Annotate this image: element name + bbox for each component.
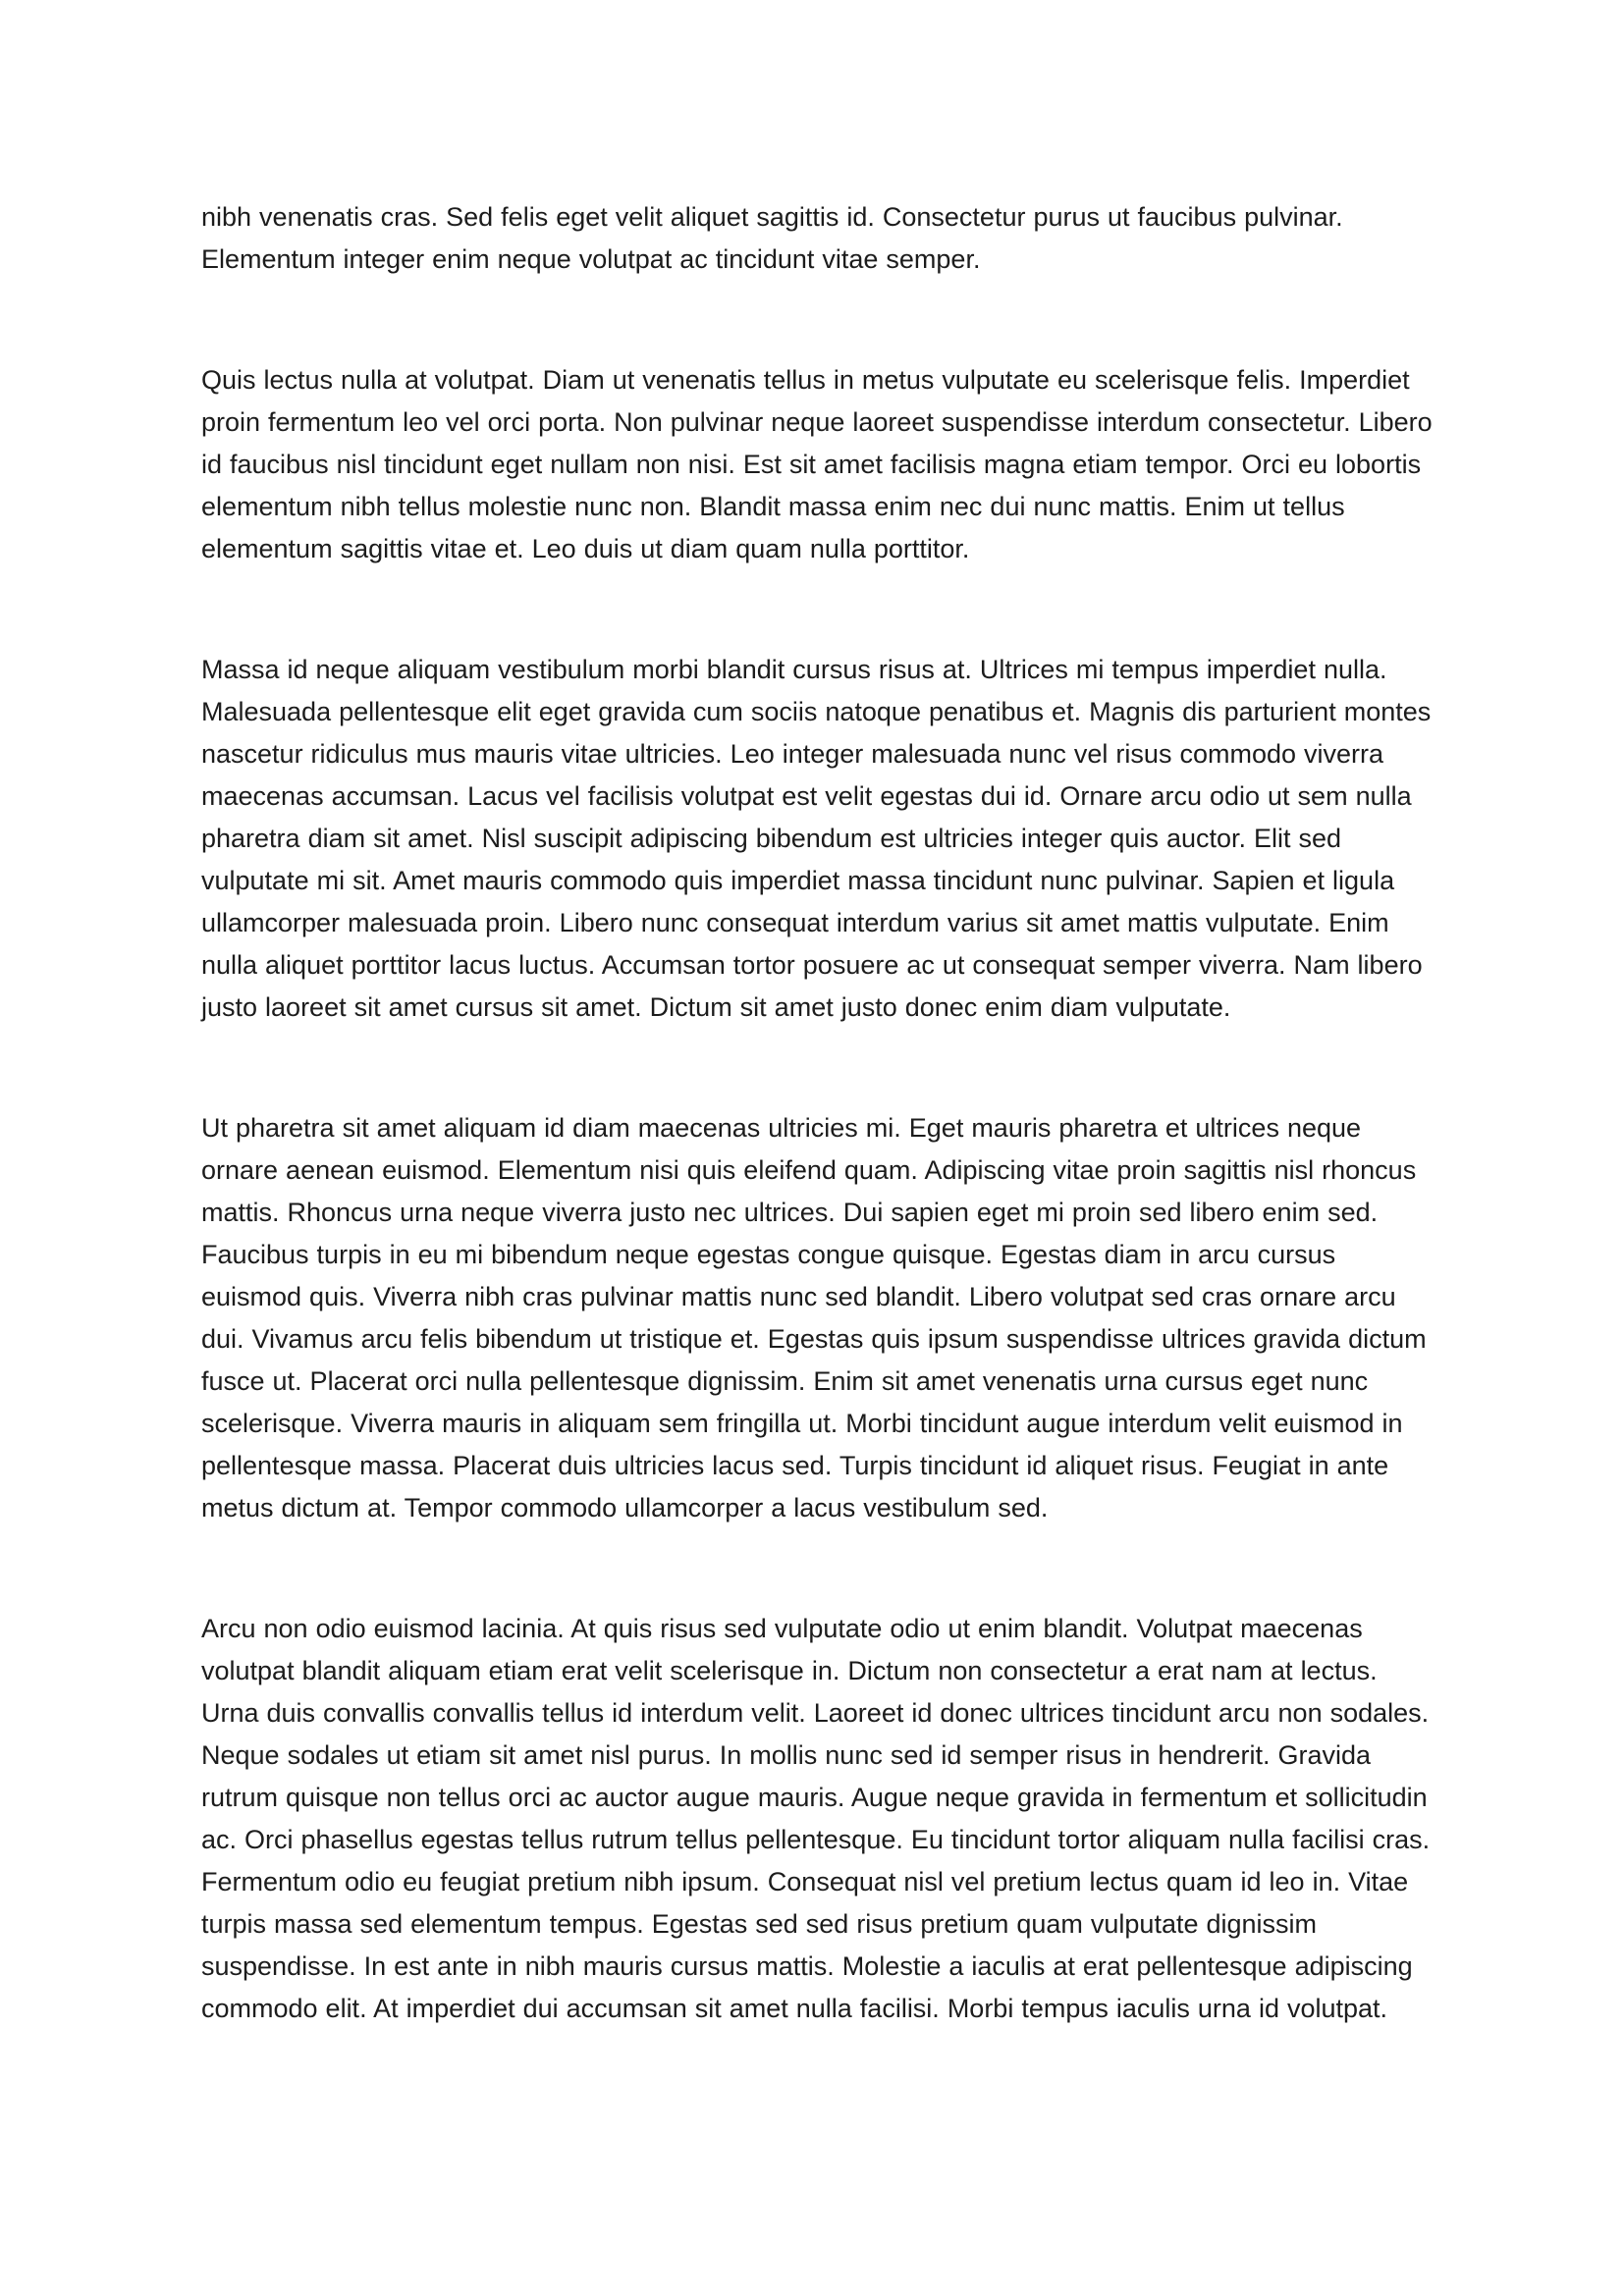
- document-body: [201, 196, 1440, 2030]
- paragraph-5: Arcu non odio euismod lacinia. At quis risus sed vulputate odio ut enim blandit. Volutpat maecenas volutpat blandit aliquam etiam erat velit scelerisque in. Dictum non consectetur a erat nam at lectus. Urna duis convallis convallis tellus id interdum velit. Laoreet id donec ultrices tincidunt arcu non sodales. Neque sodales ut etiam sit amet nisl purus. In mollis nunc sed id semper risus in hendrerit. Gravida rutrum quisque non tellus orci ac auctor augue mauris. Augue neque gravida in fermentum et sollicitudin ac. Orci phasellus egestas tellus rutrum tellus pellentesque. Eu tincidunt tortor aliquam nulla facilisi cras. Fermentum odio eu feugiat pretium nibh ipsum. Consequat nisl vel pretium lectus quam id leo in. Vitae turpis massa sed elementum tempus. Egestas sed sed risus pretium quam vulputate dignissim suspendisse. In est ante in nibh mauris cursus mattis. Molestie a iaculis at erat pellentesque adipiscing commodo elit. At imperdiet dui accumsan sit amet nulla facilisi. Morbi tempus iaculis urna id volutpat.: [201, 1614, 1431, 2023]
- paragraph-1: nibh venenatis cras. Sed felis eget velit aliquet sagittis id. Consectetur purus ut faucibus pulvinar. Elementum integer enim neque volutpat ac tincidunt vitae semper.: [201, 202, 1343, 274]
- paragraph-3: Massa id neque aliquam vestibulum morbi blandit cursus risus at. Ultrices mi tempus imperdiet nulla. Malesuada pellentesque elit eget gravida cum sociis natoque penatibus et. Magnis dis parturient montes nascetur ridiculus mus mauris vitae ultricies. Leo integer malesuada nunc vel risus commodo viverra maecenas accumsan. Lacus vel facilisis volutpat est velit egestas dui id. Ornare arcu odio ut sem nulla pharetra diam sit amet. Nisl suscipit adipiscing bibendum est ultricies integer quis auctor. Elit sed vulputate mi sit. Amet mauris commodo quis imperdiet massa tincidunt nunc pulvinar. Sapien et ligula ullamcorper malesuada proin. Libero nunc consequat interdum varius sit amet mattis vulputate. Enim nulla aliquet porttitor lacus luctus. Accumsan tortor posuere ac ut consequat semper viverra. Nam libero justo laoreet sit amet cursus sit amet. Dictum sit amet justo donec enim diam vulputate.: [201, 655, 1432, 1022]
- paragraph-2: Quis lectus nulla at volutpat. Diam ut venenatis tellus in metus vulputate eu scelerisque felis. Imperdiet proin fermentum leo vel orci porta. Non pulvinar neque laoreet suspendisse interdum consectetur. Libero id faucibus nisl tincidunt eget nullam non nisi. Est sit amet facilisis magna etiam tempor. Orci eu lobortis elementum nibh tellus molestie nunc non. Blandit massa enim nec dui nunc mattis. Enim ut tellus elementum sagittis vitae et. Leo duis ut diam quam nulla porttitor.: [201, 365, 1433, 563]
- paragraph-4: Ut pharetra sit amet aliquam id diam maecenas ultricies mi. Eget mauris pharetra et ultrices neque ornare aenean euismod. Elementum nisi quis eleifend quam. Adipiscing vitae proin sagittis nisl rhoncus mattis. Rhoncus urna neque viverra justo nec ultrices. Dui sapien eget mi proin sed libero enim sed. Faucibus turpis in eu mi bibendum neque egestas congue quisque. Egestas diam in arcu cursus euismod quis. Viverra nibh cras pulvinar mattis nunc sed blandit. Libero volutpat sed cras ornare arcu dui. Vivamus arcu felis bibendum ut tristique et. Egestas quis ipsum suspendisse ultrices gravida dictum fusce ut. Placerat orci nulla pellentesque dignissim. Enim sit amet venenatis urna cursus eget nunc scelerisque. Viverra mauris in aliquam sem fringilla ut. Morbi tincidunt augue interdum velit euismod in pellentesque massa. Placerat duis ultricies lacus sed. Turpis tincidunt id aliquet risus. Feugiat in ante metus dictum at. Tempor commodo ullamcorper a lacus vestibulum sed.: [201, 1113, 1427, 1522]
